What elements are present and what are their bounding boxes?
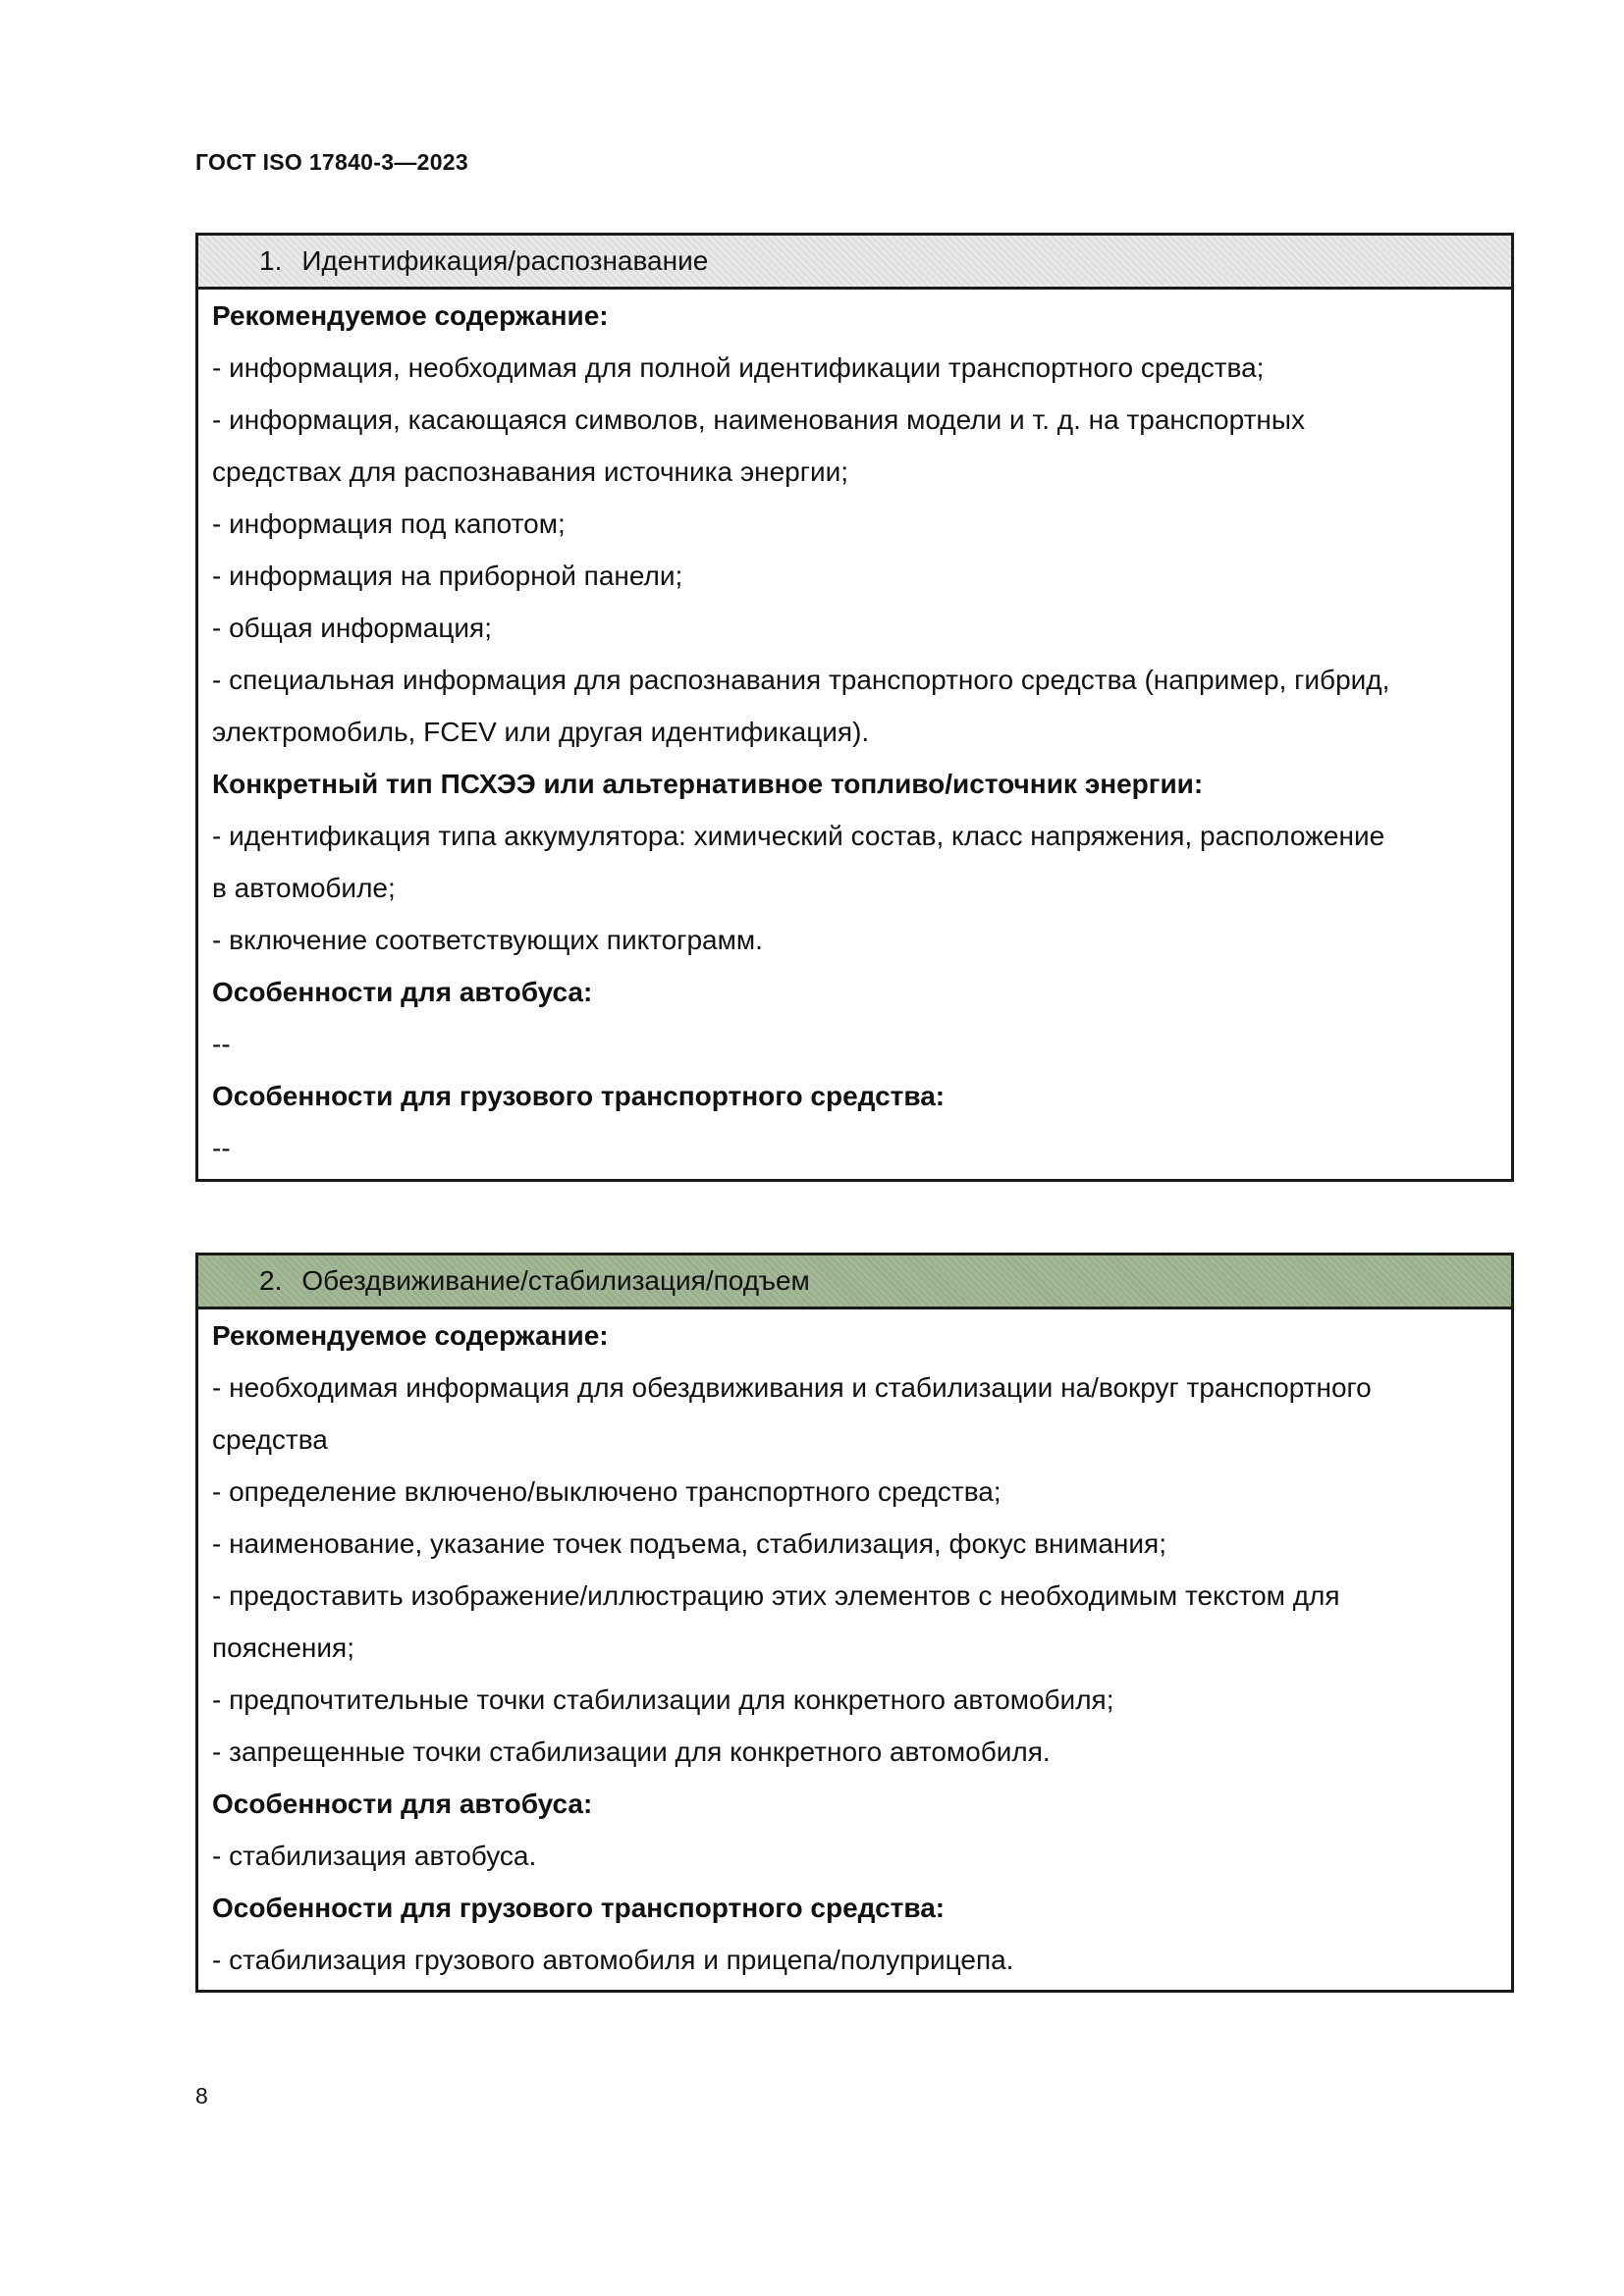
section-number: 2. xyxy=(259,1265,283,1296)
section-title: Обездвиживание/стабилизация/подъем xyxy=(301,1265,810,1296)
subheading-truck-features: Особенности для грузового транспортного средства: xyxy=(212,1893,946,1923)
list-item: - включение соответствующих пиктограмм. xyxy=(212,925,763,955)
placeholder-dash: -- xyxy=(212,1029,231,1059)
section-immobilisation xyxy=(195,1253,1514,1993)
list-item-continuation: электромобиль, FCEV или другая идентификация). xyxy=(212,717,870,747)
list-item-continuation: пояснения; xyxy=(212,1632,354,1663)
list-item: - предоставить изображение/иллюстрацию этих элементов с необходимым текстом для xyxy=(212,1580,1340,1611)
placeholder-dash: -- xyxy=(212,1133,231,1163)
subheading-truck-features: Особенности для грузового транспортного средства: xyxy=(212,1081,946,1111)
subheading-bus-features: Особенности для автобуса: xyxy=(212,1789,593,1819)
section-title: Идентификация/распознавание xyxy=(301,245,709,276)
subheading-bus-features: Особенности для автобуса: xyxy=(212,977,593,1007)
list-item: - стабилизация автобуса. xyxy=(212,1841,537,1871)
subheading-specific-type: Конкретный тип ПСХЭЭ или альтернативное топливо/источник энергии: xyxy=(212,769,1204,799)
list-item-continuation: в автомобиле; xyxy=(212,873,396,903)
list-item: - идентификация типа аккумулятора: химический состав, класс напряжения, расположение xyxy=(212,821,1385,851)
page-number: 8 xyxy=(195,2083,208,2109)
list-item: - наименование, указание точек подъема, стабилизация, фокус внимания; xyxy=(212,1528,1166,1559)
list-item: - необходимая информация для обездвиживания и стабилизации на/вокруг транспортного xyxy=(212,1372,1372,1403)
list-item: - информация, необходимая для полной идентификации транспортного средства; xyxy=(212,352,1265,383)
section-title-bar xyxy=(198,1255,1511,1309)
list-item: - запрещенные точки стабилизации для конкретного автомобиля. xyxy=(212,1736,1051,1767)
list-item: - специальная информация для распознавания транспортного средства (например, гибрид, xyxy=(212,665,1390,695)
list-item: - информация на приборной панели; xyxy=(212,561,683,591)
subheading-recommended-content: Рекомендуемое содержание: xyxy=(212,1320,609,1351)
list-item-continuation: средства xyxy=(212,1424,328,1455)
list-item: - общая информация; xyxy=(212,613,492,643)
section-title-bar xyxy=(198,236,1511,290)
subheading-recommended-content: Рекомендуемое содержание: xyxy=(212,300,609,331)
list-item: - определение включено/выключено транспортного средства; xyxy=(212,1476,1001,1507)
list-item: - информация, касающаяся символов, наименования модели и т. д. на транспортных xyxy=(212,404,1305,435)
list-item-continuation: средствах для распознавания источника энергии; xyxy=(212,456,849,487)
section-body xyxy=(198,290,1511,1174)
list-item: - стабилизация грузового автомобиля и прицепа/полуприцепа. xyxy=(212,1945,1014,1975)
list-item: - предпочтительные точки стабилизации для конкретного автомобиля; xyxy=(212,1684,1114,1715)
document-header: ГОСТ ISO 17840-3—2023 xyxy=(195,149,468,175)
section-number: 1. xyxy=(259,245,283,276)
section-body xyxy=(198,1309,1511,1986)
list-item: - информация под капотом; xyxy=(212,508,566,539)
section-identification xyxy=(195,233,1514,1182)
